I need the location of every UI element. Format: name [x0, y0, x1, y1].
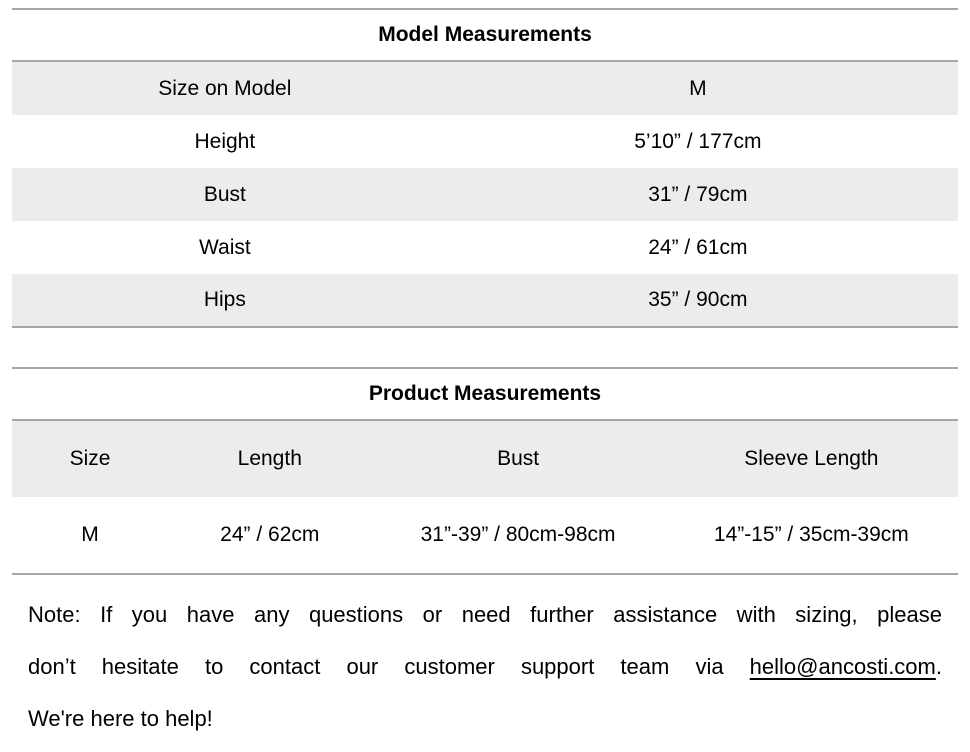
- product-measurements-section: [12, 367, 958, 575]
- table-row: [12, 497, 958, 574]
- product-table-title: Product Measurements: [12, 367, 958, 421]
- column-header-length: Length: [237, 447, 302, 470]
- product-sleeve-length-cell: 14”-15” / 35cm-39cm: [713, 523, 909, 546]
- column-header-sleeve-length: Sleeve Length: [744, 447, 879, 470]
- metric-value: 24” / 61cm: [648, 235, 748, 259]
- metric-value: 35” / 90cm: [648, 288, 748, 311]
- note-line-2-text: don’t hesitate to contact our customer support team via: [28, 654, 750, 679]
- note-line-2-period: .: [935, 654, 942, 679]
- product-measurements-table: [12, 421, 958, 575]
- note-line-3: We're here to help!: [28, 706, 213, 731]
- column-header-size: Size: [69, 447, 111, 470]
- model-table-title: Model Measurements: [12, 8, 958, 62]
- metric-value: 5’10” / 177cm: [634, 129, 762, 153]
- note-line-1: Note: If you have any questions or need further assistance with sizing, please: [28, 602, 942, 627]
- note-line-2: [28, 641, 942, 693]
- email-link[interactable]: hello@ancosti.com: [749, 654, 936, 679]
- product-size-cell: M: [81, 523, 99, 546]
- metric-label: Hips: [203, 288, 246, 311]
- model-measurements-table: [12, 62, 958, 328]
- table-row: [12, 221, 958, 274]
- product-length-cell: 24” / 62cm: [220, 523, 320, 546]
- table-header-row: [12, 421, 958, 497]
- metric-value: 31” / 79cm: [648, 182, 748, 206]
- model-measurements-section: [12, 8, 958, 328]
- metric-label: Waist: [198, 235, 251, 259]
- metric-label: Size on Model: [158, 76, 292, 100]
- table-row: [12, 274, 958, 327]
- note-paragraph: [28, 589, 942, 745]
- column-header-bust: Bust: [497, 447, 540, 470]
- product-bust-cell: 31”-39” / 80cm-98cm: [420, 523, 616, 546]
- metric-value: M: [689, 76, 707, 100]
- table-row: [12, 62, 958, 115]
- metric-label: Height: [194, 129, 256, 153]
- metric-label: Bust: [203, 182, 246, 206]
- table-row: [12, 168, 958, 221]
- table-row: [12, 115, 958, 168]
